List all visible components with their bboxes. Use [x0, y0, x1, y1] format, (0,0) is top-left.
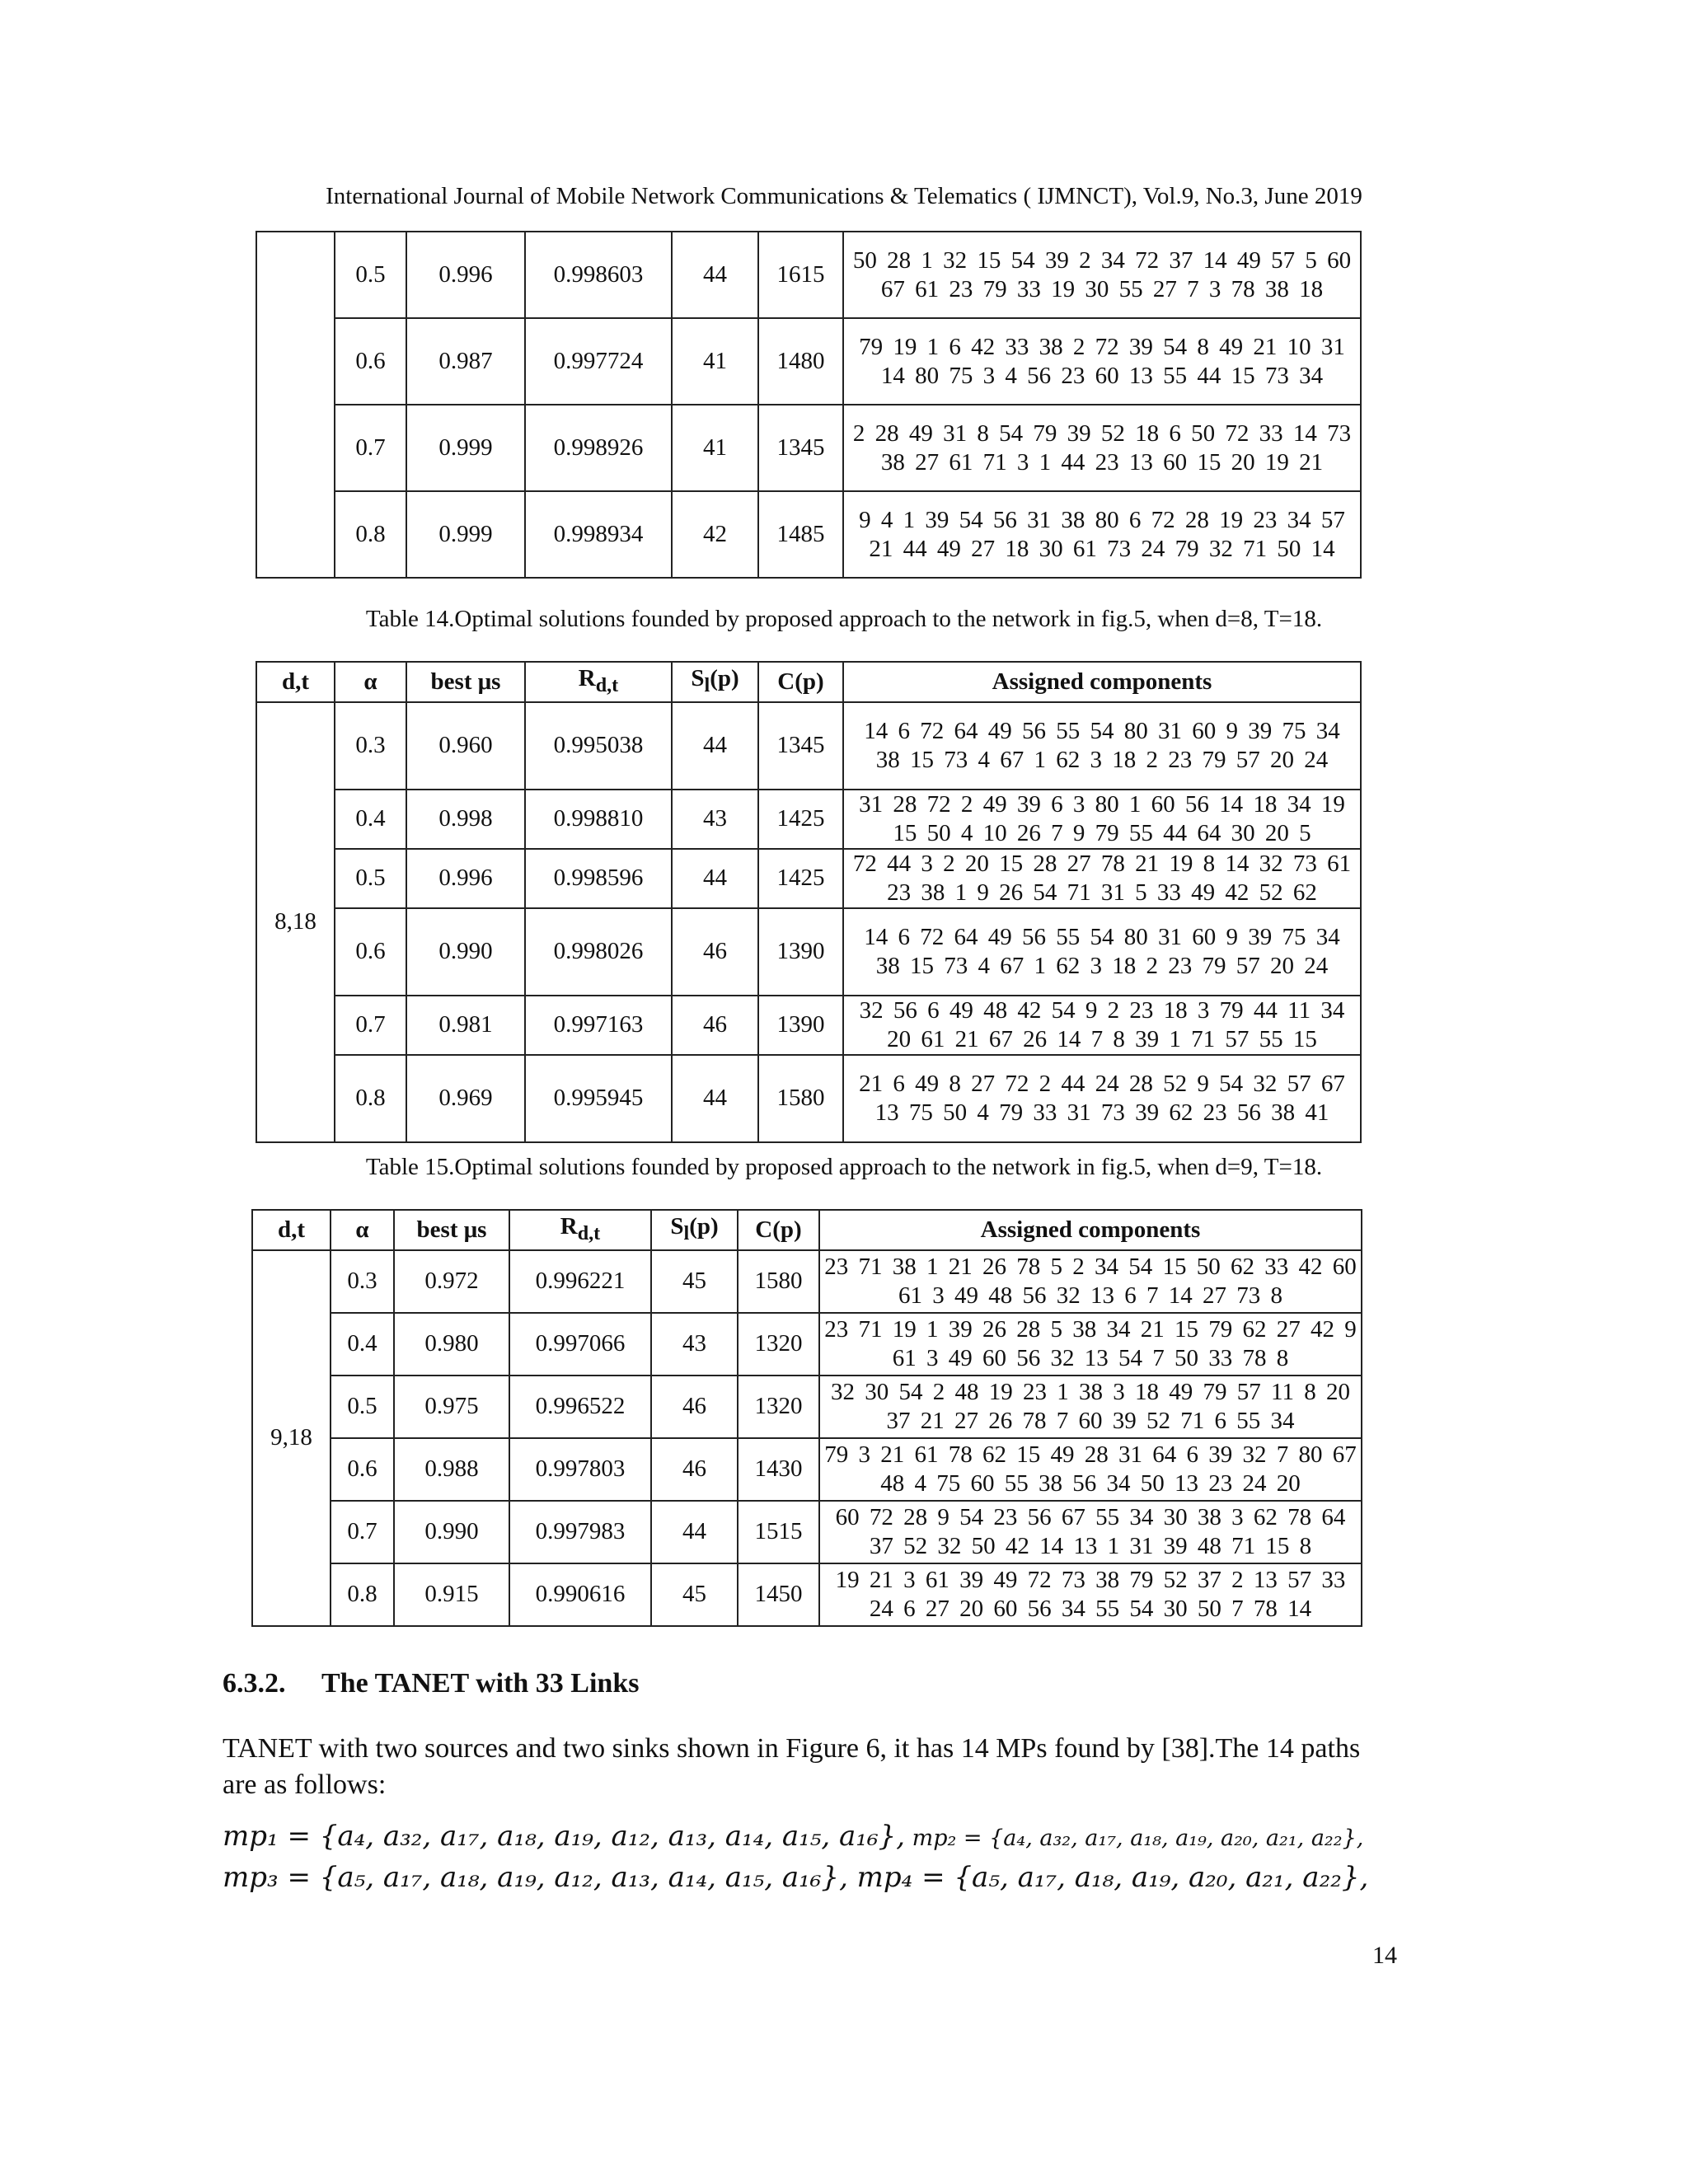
table-15	[251, 1209, 1362, 1627]
s-cell: 45	[651, 1563, 738, 1626]
s-cell: 43	[672, 790, 758, 849]
cost-cell: 1480	[758, 318, 843, 405]
cost-cell: 1485	[758, 491, 843, 578]
reliability-cell: 0.997803	[509, 1438, 651, 1501]
components-cell: 50 28 1 32 15 54 39 2 34 72 37 14 49 57 5 60 67 61 23 79 33 19 30 55 27 7 3 78 38 18	[843, 232, 1361, 318]
cost-cell: 1345	[758, 405, 843, 491]
best-cell: 0.990	[394, 1501, 509, 1563]
reliability-cell: 0.998603	[525, 232, 672, 318]
body-paragraph: TANET with two sources and two sinks shown in Figure 6, it has 14 MPs found by [38].The 14 paths are as follows:	[223, 1733, 1361, 1800]
best-cell: 0.975	[394, 1376, 509, 1438]
alpha-cell: 0.8	[335, 1055, 406, 1142]
table-row	[256, 318, 1361, 405]
alpha-cell: 0.8	[331, 1563, 394, 1626]
header-dt: d,t	[256, 662, 335, 702]
alpha-cell: 0.6	[335, 318, 406, 405]
components-cell: 60 72 28 9 54 23 56 67 55 34 30 38 3 62 78 64 37 52 32 50 42 14 13 1 31 39 48 71 15 8	[819, 1501, 1362, 1563]
table-row	[252, 1501, 1362, 1563]
table-row	[256, 405, 1361, 491]
table-row	[252, 1376, 1362, 1438]
header-s: $S_l(p)$	[672, 662, 758, 702]
dt-cell: 8,18	[256, 702, 335, 1142]
reliability-cell: 0.998934	[525, 491, 672, 578]
section-title: The TANET with 33 Links	[321, 1668, 640, 1699]
best-cell: 0.999	[406, 405, 525, 491]
dt-cell: 9,18	[252, 1250, 331, 1626]
header-s: $S_l(p)$	[651, 1210, 738, 1250]
alpha-cell: 0.8	[335, 491, 406, 578]
components-cell: 32 30 54 2 48 19 23 1 38 3 18 49 79 57 11 8 20 37 21 27 26 78 7 60 39 52 71 6 55 34	[819, 1376, 1362, 1438]
components-cell: 14 6 72 64 49 56 55 54 80 31 60 9 39 75 34 38 15 73 4 67 1 62 3 18 2 23 79 57 20 24	[843, 702, 1361, 790]
components-cell: 79 3 21 61 78 62 15 49 28 31 64 6 39 32 7 80 67 48 4 75 60 55 38 56 34 50 13 23 24 20	[819, 1438, 1362, 1501]
header-components: Assigned components	[843, 662, 1361, 702]
reliability-cell: 0.997066	[509, 1313, 651, 1376]
cost-cell: 1390	[758, 996, 843, 1055]
best-cell: 0.915	[394, 1563, 509, 1626]
best-cell: 0.999	[406, 491, 525, 578]
cost-cell: 1425	[758, 790, 843, 849]
alpha-cell: 0.4	[335, 790, 406, 849]
table-14-caption: Table 14.Optimal solutions founded by proposed approach to the network in fig.5, when d=8, T=18.	[365, 606, 1323, 632]
table-row	[256, 491, 1361, 578]
best-cell: 0.990	[406, 908, 525, 996]
s-cell: 44	[651, 1501, 738, 1563]
header-cost: C(p)	[758, 662, 843, 702]
math-line-2: mp₃ = {a₅, a₁₇, a₁₈, a₁₉, a₁₂, a₁₃, a₁₄, a₁₅, a₁₆}, mp₄ = {a₅, a₁₇, a₁₈, a₁₉, a₂₀, a₂₁, a₂₂},	[223, 1861, 1369, 1894]
table-13-continuation	[256, 231, 1362, 579]
components-cell: 23 71 19 1 39 26 28 5 38 34 21 15 79 62 27 42 9 61 3 49 60 56 32 13 54 7 50 33 78 8	[819, 1313, 1362, 1376]
cost-cell: 1425	[758, 849, 843, 908]
table-row	[256, 849, 1361, 908]
table-row	[252, 1563, 1362, 1626]
alpha-cell: 0.7	[335, 405, 406, 491]
page-number: 14	[1372, 1942, 1397, 1969]
s-cell: 46	[672, 996, 758, 1055]
table-row	[256, 232, 1361, 318]
header-reliability: $R_{d,t}$	[509, 1210, 651, 1250]
reliability-cell: 0.998926	[525, 405, 672, 491]
s-cell: 44	[672, 1055, 758, 1142]
s-cell: 46	[672, 908, 758, 996]
reliability-cell: 0.997724	[525, 318, 672, 405]
components-cell: 72 44 3 2 20 15 28 27 78 21 19 8 14 32 73 61 23 38 1 9 26 54 71 31 5 33 49 42 52 62	[843, 849, 1361, 908]
table-row	[256, 790, 1361, 849]
best-cell: 0.987	[406, 318, 525, 405]
table-row	[256, 996, 1361, 1055]
best-cell: 0.996	[406, 232, 525, 318]
header-dt: d,t	[252, 1210, 331, 1250]
cost-cell: 1390	[758, 908, 843, 996]
best-cell: 0.969	[406, 1055, 525, 1142]
table-row	[252, 1250, 1362, 1313]
header-alpha: α	[331, 1210, 394, 1250]
s-cell: 42	[672, 491, 758, 578]
cost-cell: 1320	[738, 1313, 819, 1376]
alpha-cell: 0.5	[331, 1376, 394, 1438]
cost-cell: 1320	[738, 1376, 819, 1438]
table-row	[252, 1438, 1362, 1501]
table-15-caption: Table 15.Optimal solutions founded by proposed approach to the network in fig.5, when d=9, T=18.	[365, 1154, 1323, 1180]
alpha-cell: 0.7	[331, 1501, 394, 1563]
table-row	[252, 1313, 1362, 1376]
components-cell: 9 4 1 39 54 56 31 38 80 6 72 28 19 23 34 57 21 44 49 27 18 30 61 73 24 79 32 71 50 14	[843, 491, 1361, 578]
header-alpha: α	[335, 662, 406, 702]
alpha-cell: 0.5	[335, 849, 406, 908]
s-cell: 41	[672, 318, 758, 405]
cost-cell: 1450	[738, 1563, 819, 1626]
dt-cell-empty	[256, 232, 335, 578]
cost-cell: 1345	[758, 702, 843, 790]
components-cell: 21 6 49 8 27 72 2 44 24 28 52 9 54 32 57 67 13 75 50 4 79 33 31 73 39 62 23 56 38 41	[843, 1055, 1361, 1142]
reliability-cell: 0.995945	[525, 1055, 672, 1142]
best-cell: 0.998	[406, 790, 525, 849]
alpha-cell: 0.5	[335, 232, 406, 318]
table-header-row	[252, 1210, 1362, 1250]
components-cell: 23 71 38 1 21 26 78 5 2 34 54 15 50 62 33 42 60 61 3 49 48 56 32 13 6 7 14 27 73 8	[819, 1250, 1362, 1313]
best-cell: 0.996	[406, 849, 525, 908]
cost-cell: 1430	[738, 1438, 819, 1501]
table-header-row	[256, 662, 1361, 702]
section-number: 6.3.2.	[223, 1668, 286, 1699]
running-header: International Journal of Mobile Network Communications & Telematics ( IJMNCT), Vol.9, No.3, June 2019	[326, 183, 1362, 209]
components-cell: 32 56 6 49 48 42 54 9 2 23 18 3 79 44 11 34 20 61 21 67 26 14 7 8 39 1 71 57 55 15	[843, 996, 1361, 1055]
best-cell: 0.960	[406, 702, 525, 790]
math-line-1	[223, 1820, 1363, 1853]
table-row	[256, 702, 1361, 790]
math-mp1: mp₁ = {a₄, a₃₂, a₁₇, a₁₈, a₁₉, a₁₂, a₁₃, a₁₄, a₁₅, a₁₆},	[223, 1820, 906, 1853]
reliability-cell: 0.998026	[525, 908, 672, 996]
cost-cell: 1580	[738, 1250, 819, 1313]
components-cell: 31 28 72 2 49 39 6 3 80 1 60 56 14 18 34 19 15 50 4 10 26 7 9 79 55 44 64 30 20 5	[843, 790, 1361, 849]
reliability-cell: 0.997163	[525, 996, 672, 1055]
math-mp2: mp₂ = {a₄, a₃₂, a₁₇, a₁₈, a₁₉, a₂₀, a₂₁, a₂₂},	[905, 1825, 1364, 1851]
alpha-cell: 0.6	[335, 908, 406, 996]
alpha-cell: 0.3	[335, 702, 406, 790]
s-cell: 43	[651, 1313, 738, 1376]
header-best: best μs	[406, 662, 525, 702]
alpha-cell: 0.6	[331, 1438, 394, 1501]
components-cell: 19 21 3 61 39 49 72 73 38 79 52 37 2 13 57 33 24 6 27 20 60 56 34 55 54 30 50 7 78 14	[819, 1563, 1362, 1626]
table-row	[256, 1055, 1361, 1142]
cost-cell: 1515	[738, 1501, 819, 1563]
s-cell: 46	[651, 1376, 738, 1438]
alpha-cell: 0.7	[335, 996, 406, 1055]
reliability-cell: 0.995038	[525, 702, 672, 790]
best-cell: 0.988	[394, 1438, 509, 1501]
components-cell: 79 19 1 6 42 33 38 2 72 39 54 8 49 21 10 31 14 80 75 3 4 56 23 60 13 55 44 15 73 34	[843, 318, 1361, 405]
best-cell: 0.980	[394, 1313, 509, 1376]
reliability-cell: 0.996522	[509, 1376, 651, 1438]
cost-cell: 1580	[758, 1055, 843, 1142]
reliability-cell: 0.998596	[525, 849, 672, 908]
reliability-cell: 0.990616	[509, 1563, 651, 1626]
header-cost: C(p)	[738, 1210, 819, 1250]
header-components: Assigned components	[819, 1210, 1362, 1250]
alpha-cell: 0.4	[331, 1313, 394, 1376]
s-cell: 45	[651, 1250, 738, 1313]
reliability-cell: 0.996221	[509, 1250, 651, 1313]
header-best: best μs	[394, 1210, 509, 1250]
components-cell: 2 28 49 31 8 54 79 39 52 18 6 50 72 33 14 73 38 27 61 71 3 1 44 23 13 60 15 20 19 21	[843, 405, 1361, 491]
reliability-cell: 0.998810	[525, 790, 672, 849]
section-heading	[223, 1668, 639, 1699]
table-14	[256, 661, 1362, 1143]
s-cell: 44	[672, 232, 758, 318]
best-cell: 0.981	[406, 996, 525, 1055]
s-cell: 44	[672, 702, 758, 790]
alpha-cell: 0.3	[331, 1250, 394, 1313]
cost-cell: 1615	[758, 232, 843, 318]
s-cell: 44	[672, 849, 758, 908]
components-cell: 14 6 72 64 49 56 55 54 80 31 60 9 39 75 34 38 15 73 4 67 1 62 3 18 2 23 79 57 20 24	[843, 908, 1361, 996]
s-cell: 41	[672, 405, 758, 491]
reliability-cell: 0.997983	[509, 1501, 651, 1563]
s-cell: 46	[651, 1438, 738, 1501]
table-row	[256, 908, 1361, 996]
header-reliability: $R_{d,t}$	[525, 662, 672, 702]
best-cell: 0.972	[394, 1250, 509, 1313]
